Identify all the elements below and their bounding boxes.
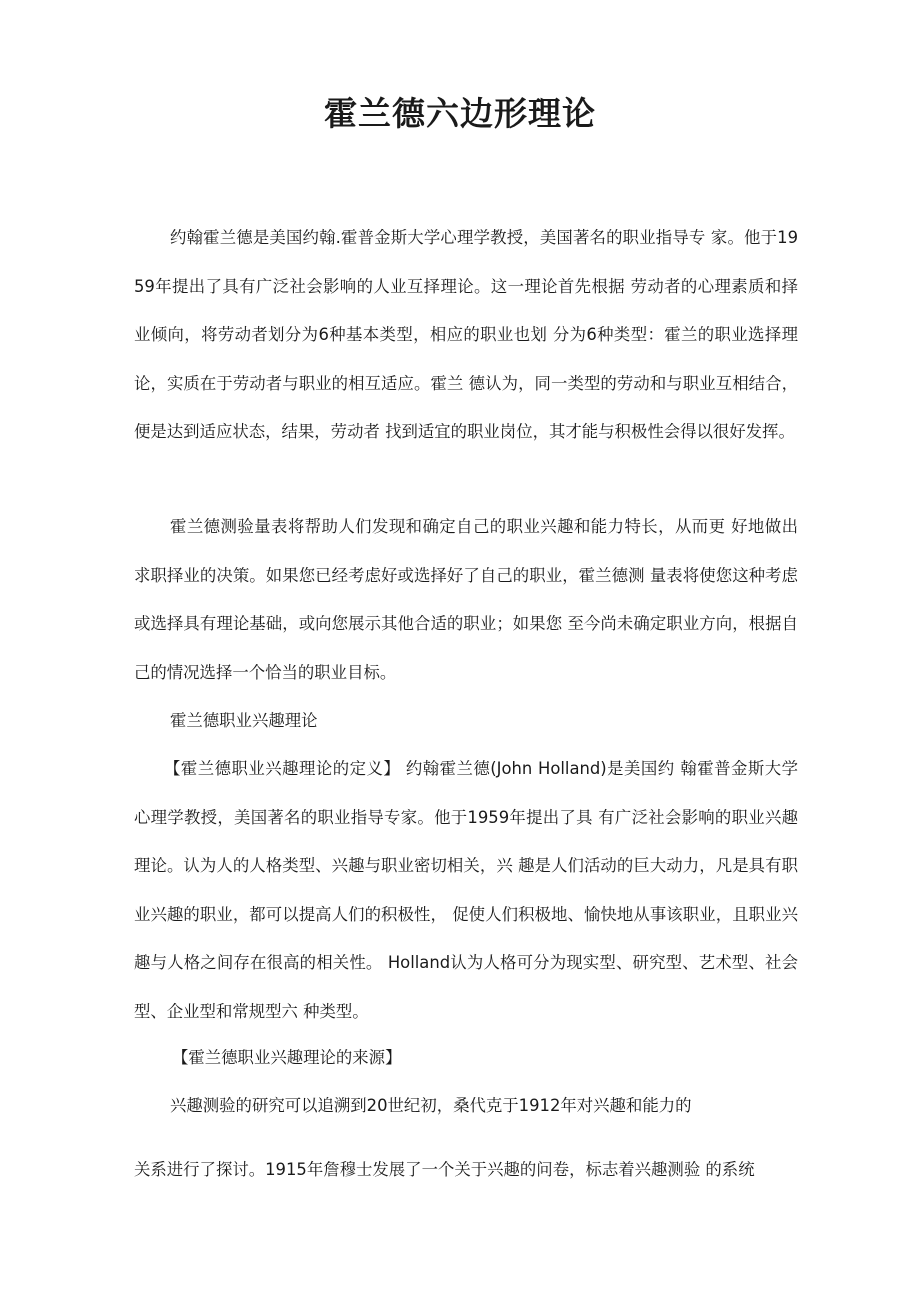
document-title: 霍兰德六边形理论 [324, 94, 596, 133]
section-heading: 霍兰德职业兴趣理论 [170, 711, 318, 730]
paragraph-definition: 【霍兰德职业兴趣理论的定义】 约翰霍兰德(John Holland)是美国约 翰霍普金斯大学心理学教授，美国著名的职业指导专家。他于1959年提出了具 有广泛社会影响的职业兴趣理论。认为人的人格类型、兴趣与职业密切相关，兴 趣是人们活动的巨大动力，凡是具有职业兴趣的职业，都可以提高人们的积极性， 促使人们积极地、愉快地从事该职业，且职业兴趣与人格之间存在很高的相关性。 Holland认为人格可分为现实型、研究型、艺术型、社会型、企业型和常规型六 种类型。 [134, 759, 798, 1021]
subsection-heading-source: 【霍兰德职业兴趣理论的来源】 [172, 1048, 402, 1067]
paragraph-source-1: 兴趣测验的研究可以追溯到20世纪初，桑代克于1912年对兴趣和能力的 [170, 1096, 692, 1115]
paragraph-intro: 约翰霍兰德是美国约翰.霍普金斯大学心理学教授，美国著名的职业指导专 家。他于1959年提出了具有广泛社会影响的人业互择理论。这一理论首先根据 劳动者的心理素质和择业倾向，将劳动者划分为6种基本类型，相应的职业也划 分为6种类型：霍兰的职业选择理论，实质在于劳动者与职业的相互适应。霍兰 德认为，同一类型的劳动和与职业互相结合，便是达到适应状态，结果，劳动者 找到适宜的职业岗位，其才能与积极性会得以很好发挥。 [134, 228, 798, 441]
paragraph-source-2: 关系进行了探讨。1915年詹穆士发展了一个关于兴趣的问卷，标志着兴趣测验 的系统 [134, 1160, 755, 1179]
paragraph-scale: 霍兰德测验量表将帮助人们发现和确定自己的职业兴趣和能力特长，从而更 好地做出求职择业的决策。如果您已经考虑好或选择好了自己的职业，霍兰德测 量表将使您这种考虑或选择具有理论基础，或向您展示其他合适的职业；如果您 至今尚未确定职业方向，根据自己的情况选择一个恰当的职业目标。 [134, 517, 798, 682]
